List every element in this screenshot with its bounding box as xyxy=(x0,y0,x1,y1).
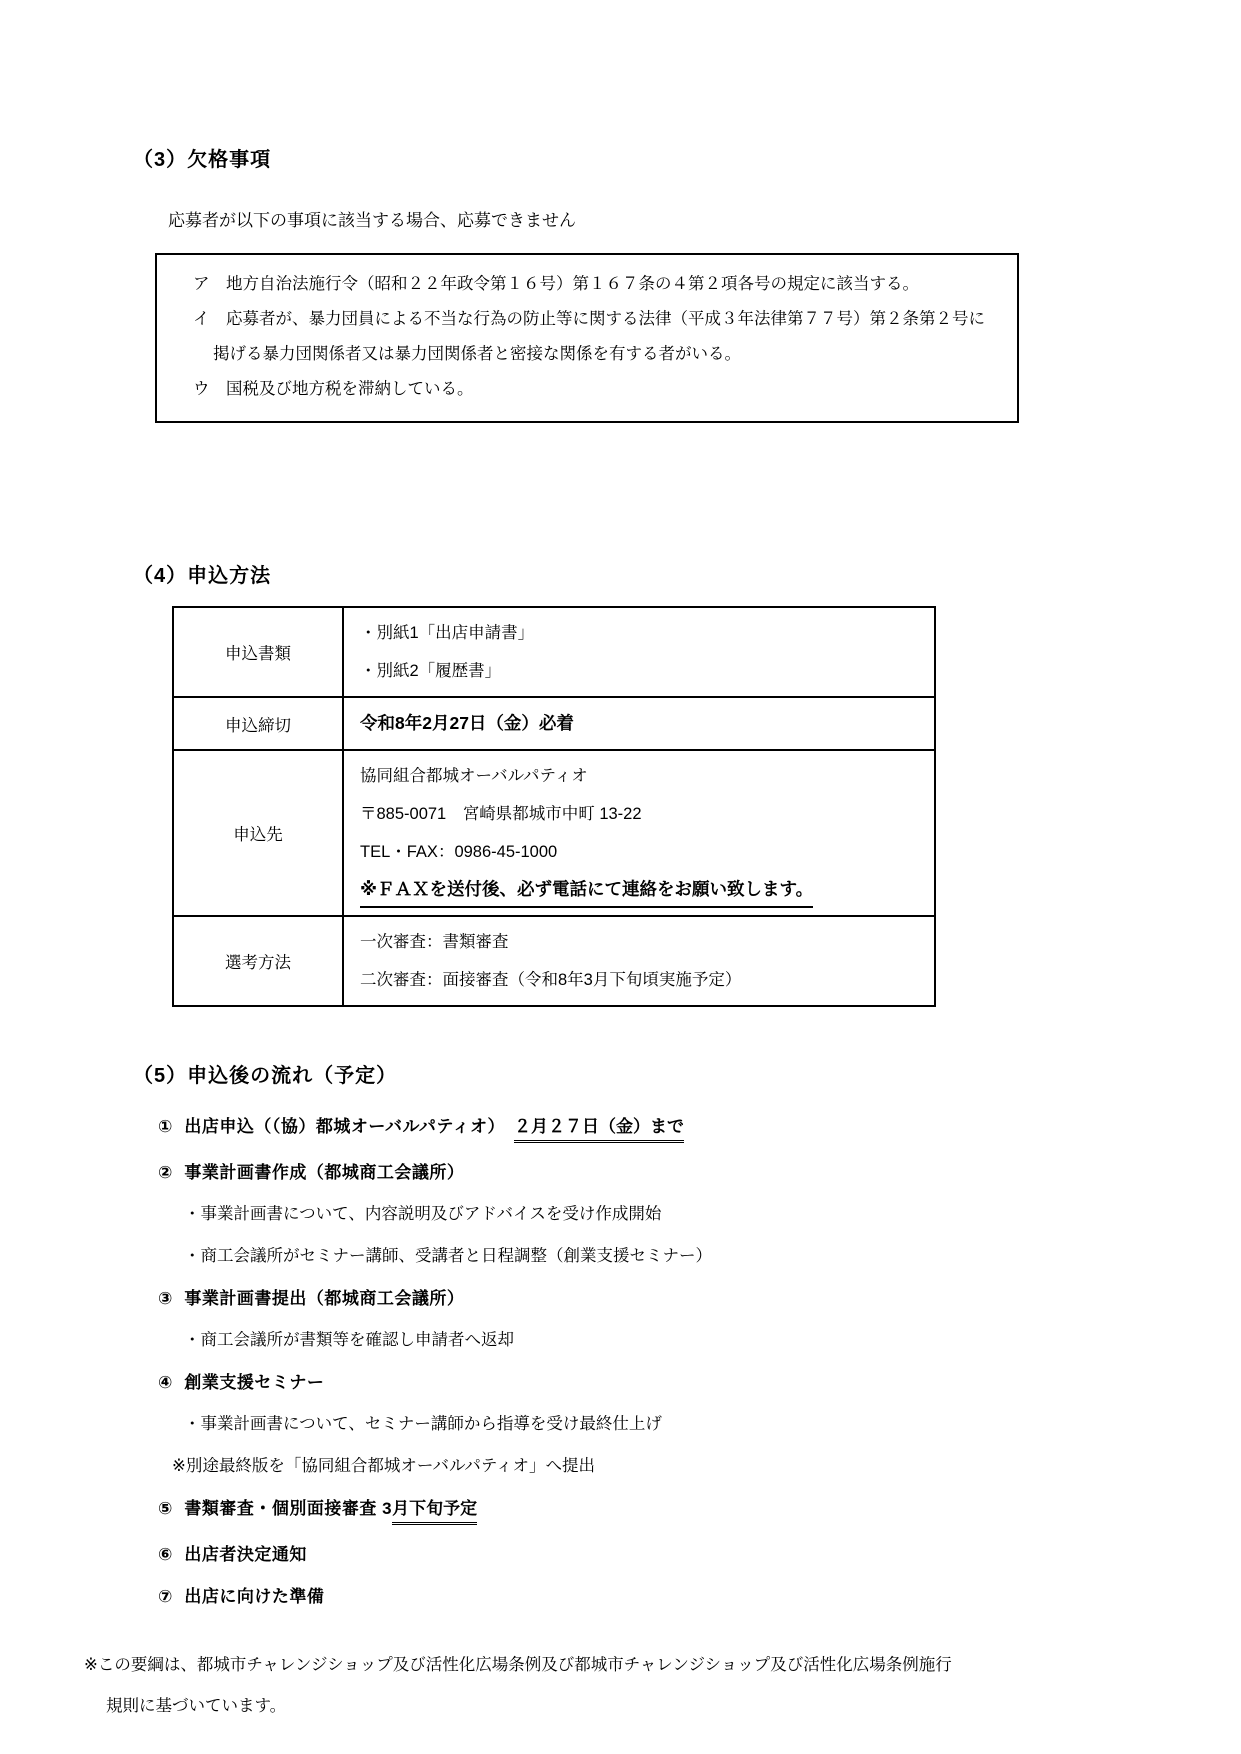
step-number: ④ xyxy=(158,1373,173,1392)
selection-first-stage: 一次審査：書類審査 xyxy=(360,933,509,951)
application-method-table xyxy=(172,606,936,1007)
step-sub-item: ・商工会議所がセミナー講師、受講者と日程調整（創業支援セミナー） xyxy=(184,1247,712,1265)
table-row-destination xyxy=(173,750,935,916)
section-3-intro: 応募者が以下の事項に該当する場合、応募できません xyxy=(168,211,576,230)
row-label-destination: 申込先 xyxy=(173,750,343,916)
step-title: 書類審査・個別面接審査 3 xyxy=(184,1499,393,1518)
step-sub-note: ※別途最終版を「協同組合都城オーバルパティオ」へ提出 xyxy=(172,1457,596,1475)
table-row-deadline xyxy=(173,697,935,750)
step-number: ① xyxy=(158,1117,173,1136)
step-item-4 xyxy=(158,1370,1241,1479)
step-item-7 xyxy=(158,1584,1241,1609)
deadline-value: 令和8年2月27日（金）必着 xyxy=(360,713,574,733)
step-title: 事業計画書作成（都城商工会議所） xyxy=(184,1163,465,1182)
step-number: ⑦ xyxy=(158,1587,173,1606)
step-item-6 xyxy=(158,1542,1241,1567)
step-deadline-underlined: ２月２７日（金）まで xyxy=(514,1114,684,1143)
table-row-documents xyxy=(173,607,935,697)
application-flow-list xyxy=(158,1114,1241,1609)
footer-note-line-2: 規則に基づいています。 xyxy=(106,1697,287,1715)
row-value-selection xyxy=(343,916,935,1006)
step-title: 事業計画書提出（都城商工会議所） xyxy=(184,1289,465,1308)
row-label-selection: 選考方法 xyxy=(173,916,343,1006)
document-line-1: ・別紙1「出店申請書」 xyxy=(360,624,535,642)
destination-name: 協同組合都城オーバルパティオ xyxy=(360,767,588,785)
step-item-1 xyxy=(158,1114,1241,1143)
step-item-2 xyxy=(158,1160,1241,1269)
step-item-3 xyxy=(158,1286,1241,1353)
disqualification-item-a: ア 地方自治法施行令（昭和２２年政令第１６号）第１６７条の４第２項各号の規定に該当する。 xyxy=(193,275,919,293)
step-title: 出店申込（（協）都城オーバルパティオ） xyxy=(184,1117,515,1136)
table-row-selection xyxy=(173,916,935,1006)
step-title: 出店者決定通知 xyxy=(184,1545,307,1564)
section-4-heading: （4）申込方法 xyxy=(133,565,272,587)
destination-address: 〒885-0071 宮崎県都城市中町 13-22 xyxy=(360,805,642,823)
step-sub-item: ・事業計画書について、セミナー講師から指導を受け最終仕上げ xyxy=(184,1415,662,1433)
document-line-2: ・別紙2「履歴書」 xyxy=(360,662,502,680)
section-5-heading: （5）申込後の流れ（予定） xyxy=(133,1065,398,1087)
row-value-documents xyxy=(343,607,935,697)
footer-note-line-1: ※この要綱は、都城市チャレンジショップ及び活性化広場条例及び都城市チャレンジショップ及び活性化広場条例施行 xyxy=(84,1656,952,1674)
step-title: 出店に向けた準備 xyxy=(184,1587,325,1606)
step-sub-item: ・事業計画書について、内容説明及びアドバイスを受け作成開始 xyxy=(184,1205,662,1223)
section-3-heading: （3）欠格事項 xyxy=(133,149,272,171)
step-number: ② xyxy=(158,1163,173,1182)
step-number: ⑥ xyxy=(158,1545,173,1564)
step-number: ⑤ xyxy=(158,1499,173,1518)
row-label-documents: 申込書類 xyxy=(173,607,343,697)
row-label-deadline: 申込締切 xyxy=(173,697,343,750)
step-number: ③ xyxy=(158,1289,173,1308)
disqualification-box xyxy=(155,253,1019,423)
row-value-destination xyxy=(343,750,935,916)
disqualification-item-u: ウ 国税及び地方税を滞納している。 xyxy=(193,380,474,398)
step-deadline-underlined: 月下旬予定 xyxy=(392,1496,477,1525)
row-value-deadline xyxy=(343,697,935,750)
fax-contact-note: ※ＦＡＸを送付後、必ず電話にて連絡をお願い致します。 xyxy=(360,874,813,908)
step-item-5 xyxy=(158,1496,1241,1525)
disqualification-item-i: イ 応募者が、暴力団員による不当な行為の防止等に関する法律（平成３年法律第７７号）第２条第２号に掲げる暴力団関係者又は暴力団関係者と密接な関係を有する者がいる。 xyxy=(193,310,985,363)
destination-tel-fax: TEL・FAX：0986-45-1000 xyxy=(360,843,558,861)
footer-note xyxy=(84,1645,1159,1727)
step-title: 創業支援セミナー xyxy=(184,1373,325,1392)
step-sub-item: ・商工会議所が書類等を確認し申請者へ返却 xyxy=(184,1331,514,1349)
selection-second-stage: 二次審査：面接審査（令和8年3月下旬頃実施予定） xyxy=(360,971,742,989)
